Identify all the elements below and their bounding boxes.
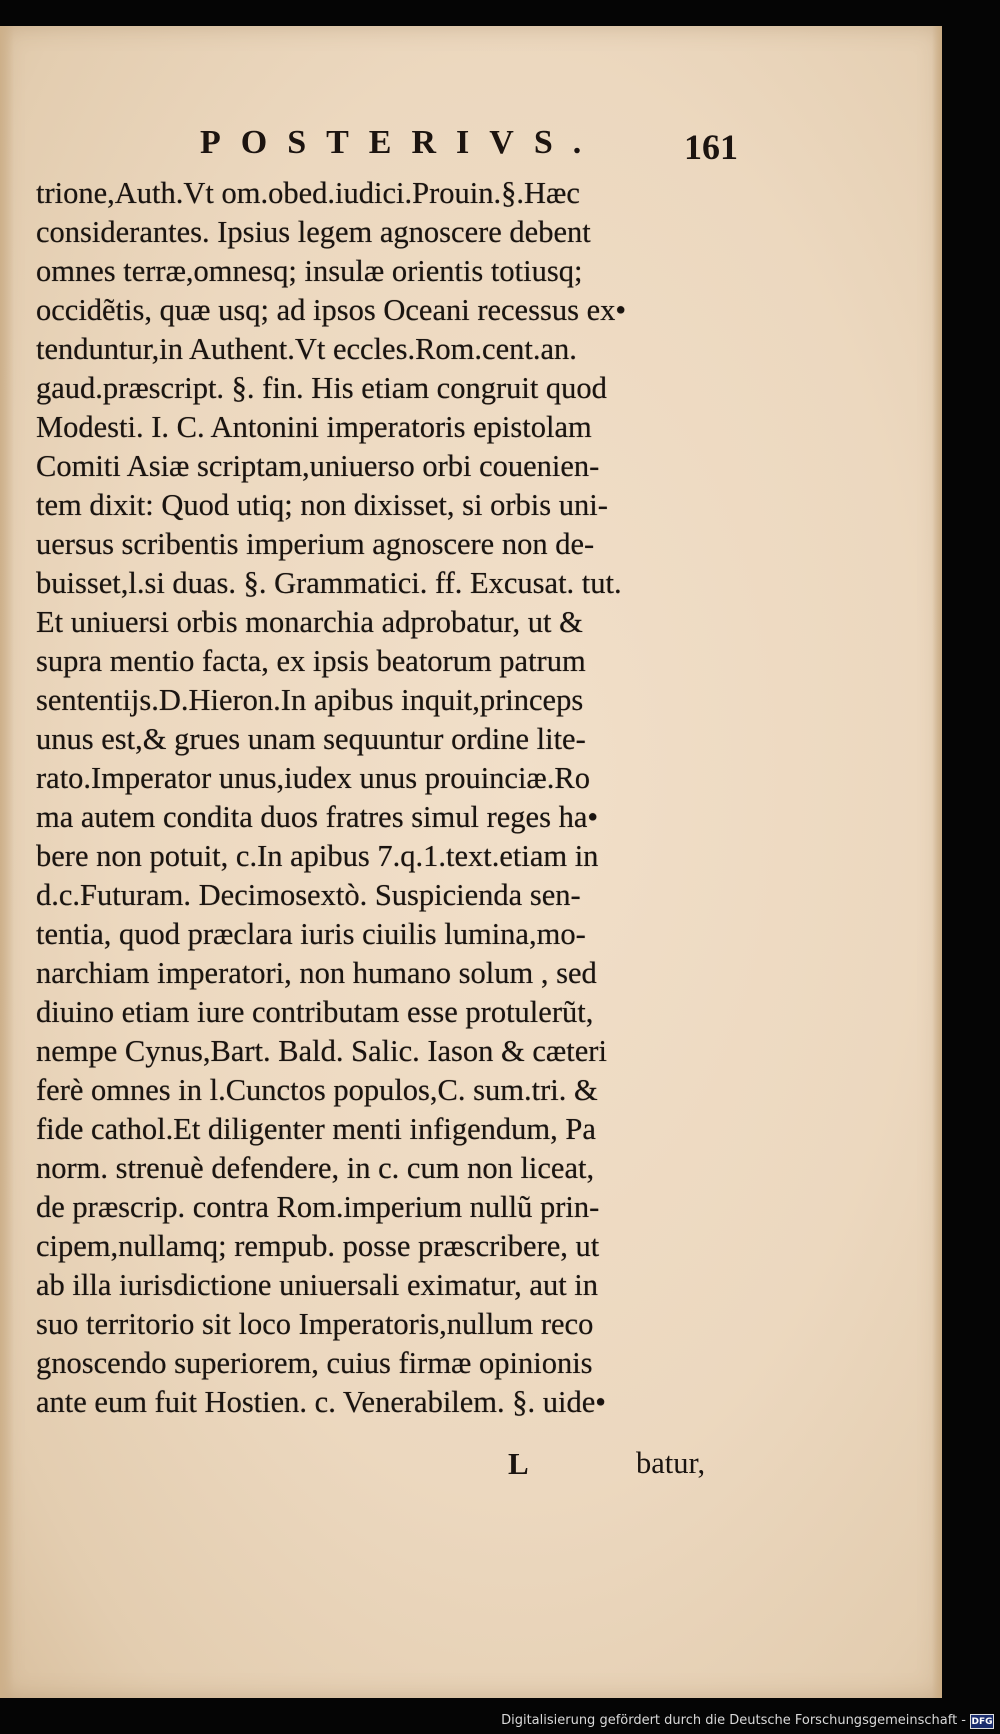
catchword-row (0, 1446, 942, 1486)
text-line: fide cathol.Et diligenter menti infigendum, Pa (36, 1112, 596, 1146)
text-line: suo territorio sit loco Imperatoris,nullum reco (36, 1307, 594, 1341)
text-line: Et uniuersi orbis monarchia adprobatur, ut & (36, 605, 583, 639)
text-line: rato.Imperator unus,iudex unus prouinciæ.Ro (36, 761, 590, 795)
text-line: ma autem condita duos fratres simul reges ha• (36, 800, 599, 834)
running-head: POSTERIVS. (200, 124, 602, 161)
text-line: supra mentio facta, ex ipsis beatorum patrum (36, 644, 586, 678)
text-line: Comiti Asiæ scriptam,uniuerso orbi couenien- (36, 449, 600, 483)
text-line: tentia, quod præclara iuris ciuilis lumina,mo- (36, 917, 586, 951)
text-line: omnes terræ,omnesq; insulæ orientis totiusq; (36, 254, 583, 288)
text-line: considerantes. Ipsius legem agnoscere debent (36, 215, 591, 249)
digitization-credit: Digitalisierung gefördert durch die Deutsche Forschungsgemeinschaft - (501, 1713, 966, 1728)
text-line: trione,Auth.Vt om.obed.iudici.Prouin.§.Hæc (36, 176, 580, 210)
text-line: sententijs.D.Hieron.In apibus inquit,princeps (36, 683, 584, 717)
text-line: unus est,& grues unam sequuntur ordine lite- (36, 722, 586, 756)
text-line: narchiam imperatori, non humano solum , sed (36, 956, 597, 990)
text-line: de præscrip. contra Rom.imperium nullũ prin- (36, 1190, 600, 1224)
catchword: batur, (636, 1446, 706, 1480)
text-line: bere non potuit, c.In apibus 7.q.1.text.etiam in (36, 839, 599, 873)
text-line: ante eum fuit Hostien. c. Venerabilem. §. uide• (36, 1385, 606, 1419)
text-line: d.c.Futuram. Decimosextò. Suspicienda sen- (36, 878, 581, 912)
text-line: uersus scribentis imperium agnoscere non de- (36, 527, 595, 561)
text-line: cipem,nullamq; rempub. posse præscribere, ut (36, 1229, 600, 1263)
page-number: 161 (684, 127, 738, 167)
text-line: nempe Cynus,Bart. Bald. Salic. Iason & cæteri (36, 1034, 607, 1068)
signature-mark: L (508, 1446, 529, 1481)
text-line: Modesti. I. C. Antonini imperatoris epistolam (36, 410, 592, 444)
text-line: gaud.præscript. §. fin. His etiam congruit quod (36, 371, 607, 405)
text-line: gnoscendo superiorem, cuius firmæ opinionis (36, 1346, 593, 1380)
text-line: tem dixit: Quod utiq; non dixisset, si orbis uni- (36, 488, 608, 522)
text-line: norm. strenuè defendere, in c. cum non liceat, (36, 1151, 595, 1185)
dfg-logo-icon: DFG (970, 1714, 994, 1729)
book-page (0, 26, 942, 1698)
text-line: diuino etiam iure contributam esse protulerũt, (36, 995, 594, 1029)
body-text (36, 174, 736, 1422)
text-line: ferè omnes in l.Cunctos populos,C. sum.tri. & (36, 1073, 598, 1107)
text-line: ab illa iurisdictione uniuersali eximatur, aut in (36, 1268, 599, 1302)
text-line: buisset,l.si duas. §. Grammatici. ff. Excusat. tut. (36, 566, 622, 600)
text-line: tenduntur,in Authent.Vt eccles.Rom.cent.an. (36, 332, 577, 366)
text-line: occidẽtis, quæ usq; ad ipsos Oceani recessus ex• (36, 293, 627, 327)
